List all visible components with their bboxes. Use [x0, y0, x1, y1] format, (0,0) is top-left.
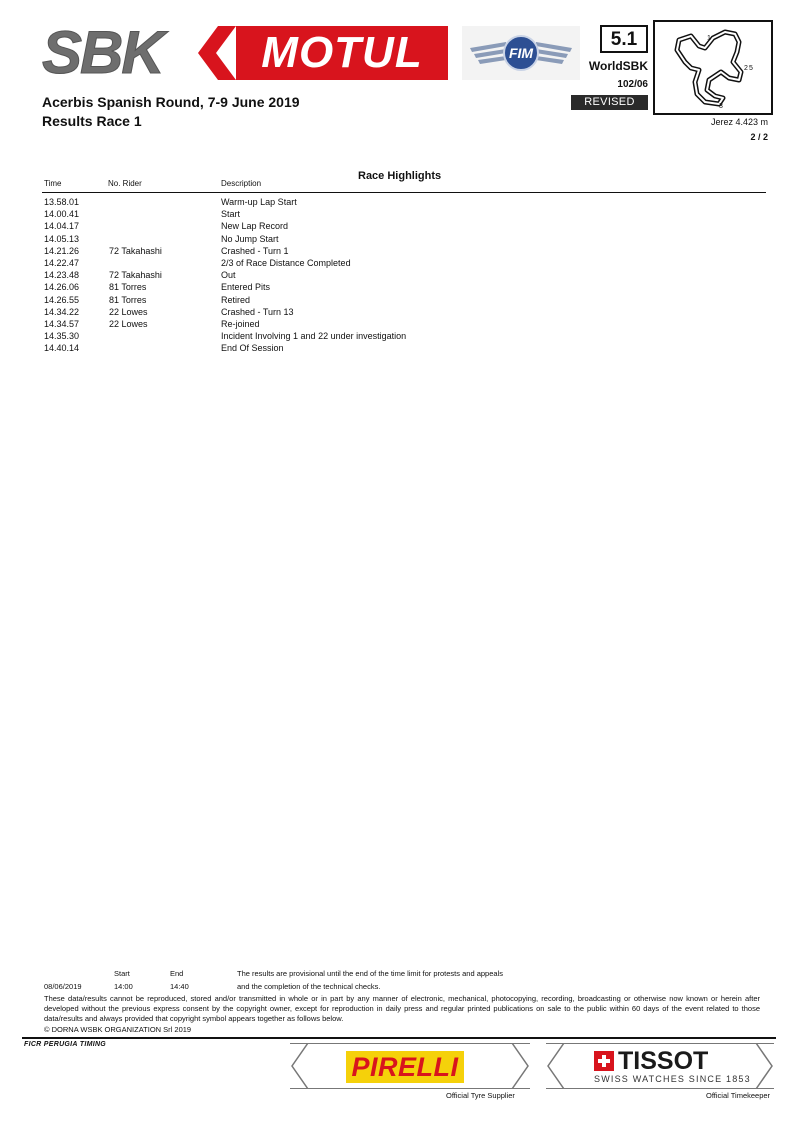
session-title: Results Race 1 [42, 113, 142, 129]
cell-time: 14.21.26 [44, 245, 80, 256]
footer-provisional-line2: and the completion of the technical checks. [237, 982, 381, 991]
cell-description: Crashed - Turn 13 [221, 306, 294, 317]
copyright-notice: © DORNA WSBK ORGANIZATION Srl 2019 [44, 1025, 192, 1034]
footer-end-time: 14:40 [170, 982, 189, 991]
pirelli-banner [290, 1043, 530, 1089]
footer-divider [22, 1037, 776, 1039]
fim-logo-text: FIM [508, 45, 534, 61]
round-number-box [600, 25, 648, 53]
cell-description: Crashed - Turn 1 [221, 245, 289, 256]
cell-time: 14.34.22 [44, 306, 80, 317]
cell-description: Re-joined [221, 318, 260, 329]
left-chevron-icon [290, 1043, 310, 1089]
table-row [42, 281, 766, 293]
cell-description: 2/3 of Race Distance Completed [221, 257, 351, 268]
motul-logo [236, 26, 448, 80]
pirelli-logo [346, 1051, 464, 1083]
table-row [42, 257, 766, 269]
document-number: 102/06 [617, 79, 648, 90]
table-row [42, 269, 766, 281]
timing-provider: FICR PERUGIA TIMING [24, 1041, 107, 1048]
track-label-5: 5 [749, 65, 753, 72]
footer-end-label: End [170, 969, 184, 978]
pirelli-caption: Official Tyre Supplier [446, 1091, 515, 1100]
track-label-2: 2 [744, 65, 748, 72]
cell-rider: 22 Lowes [109, 318, 148, 329]
track-label-1: 1 [707, 35, 711, 42]
event-title: Acerbis Spanish Round, 7-9 June 2019 [42, 94, 300, 110]
cell-description: Retired [221, 294, 251, 305]
cell-time: 14.22.47 [44, 257, 80, 268]
cell-rider: 72 Takahashi [109, 245, 162, 256]
table-row [42, 208, 766, 220]
right-chevron-icon [510, 1043, 530, 1089]
column-header-rider: No. Rider [108, 179, 142, 188]
cell-rider: 22 Lowes [109, 306, 148, 317]
table-row [42, 294, 766, 306]
header-divider [42, 192, 766, 193]
cell-rider: 72 Takahashi [109, 270, 162, 281]
cell-time: 14.34.57 [44, 318, 80, 329]
cell-time: 14.00.41 [44, 209, 80, 220]
table-row [42, 342, 766, 354]
table-row [42, 220, 766, 232]
pirelli-logo-text: PIRELLI [351, 1051, 459, 1082]
cell-time: 14.26.06 [44, 282, 80, 293]
swiss-cross-icon [594, 1051, 614, 1071]
cell-description: No Jump Start [221, 233, 279, 244]
highlights-table [42, 196, 766, 354]
cell-description: Out [221, 270, 236, 281]
footer-start-label: Start [114, 969, 130, 978]
track-label-3: 3 [719, 103, 723, 110]
fim-wings-icon [462, 26, 580, 80]
cell-rider: 81 Torres [109, 282, 147, 293]
motul-logo-text: MOTUL [261, 28, 423, 77]
tissot-logo-text: TISSOT [618, 1047, 709, 1075]
table-row [42, 306, 766, 318]
cell-time: 14.05.13 [44, 233, 80, 244]
table-row [42, 245, 766, 257]
circuit-length: Jerez 4.423 m [710, 117, 768, 127]
cell-description: Incident Involving 1 and 22 under investigation [221, 331, 407, 342]
cell-description: New Lap Record [221, 221, 289, 232]
cell-description: End Of Session [221, 343, 284, 354]
track-map [653, 20, 773, 115]
cell-description: Warm-up Lap Start [221, 197, 297, 207]
tissot-logo [594, 1049, 708, 1074]
section-title: Race Highlights [358, 170, 442, 182]
footer-start-time: 14:00 [114, 982, 133, 991]
cell-time: 14.26.55 [44, 294, 80, 305]
cell-time: 14.35.30 [44, 331, 80, 342]
cell-time: 14.04.17 [44, 221, 80, 232]
table-row [42, 330, 766, 342]
column-header-time: Time [44, 179, 62, 188]
table-row [42, 233, 766, 245]
motul-chevron-icon [196, 26, 240, 80]
table-row [42, 318, 766, 330]
cell-time: 14.40.14 [44, 343, 80, 354]
cell-time: 13.58.01 [44, 197, 80, 207]
round-number: 5.1 [610, 28, 638, 50]
tissot-banner [546, 1043, 774, 1089]
revised-badge: REVISED [571, 95, 648, 110]
cell-description: Start [221, 209, 241, 220]
sbk-logo-text: SBK [42, 19, 163, 86]
footer-provisional-line1: The results are provisional until the end of the time limit for protests and appeals [237, 969, 503, 978]
cell-rider: 81 Torres [109, 294, 147, 305]
legal-notice: These data/results cannot be reproduced, stored and/or transmitted in whole or in part by any manner of electronic, mechanical, photocopying, recording, broadcasting or otherwise now known or herein after developed without the previous express consent by the copyright owner, except for reproduction in daily press and regular printed publications on sale to the public within 60 days of the event related to those data/results and always provided that copyright symbol appears together as follows below. [44, 994, 760, 1023]
tissot-tagline: SWISS WATCHES SINCE 1853 [594, 1074, 751, 1084]
table-row [42, 196, 766, 208]
series-name: WorldSBK [588, 59, 648, 73]
column-header-description: Description [221, 179, 262, 188]
footer-date: 08/06/2019 [44, 982, 82, 991]
right-chevron-icon [754, 1043, 774, 1089]
fim-logo [462, 26, 580, 80]
page-number: 2 / 2 [750, 132, 768, 142]
cell-time: 14.23.48 [44, 270, 80, 281]
cell-description: Entered Pits [221, 282, 271, 293]
left-chevron-icon [546, 1043, 566, 1089]
circuit-layout-icon [655, 22, 771, 113]
tissot-caption: Official Timekeeper [706, 1091, 771, 1100]
